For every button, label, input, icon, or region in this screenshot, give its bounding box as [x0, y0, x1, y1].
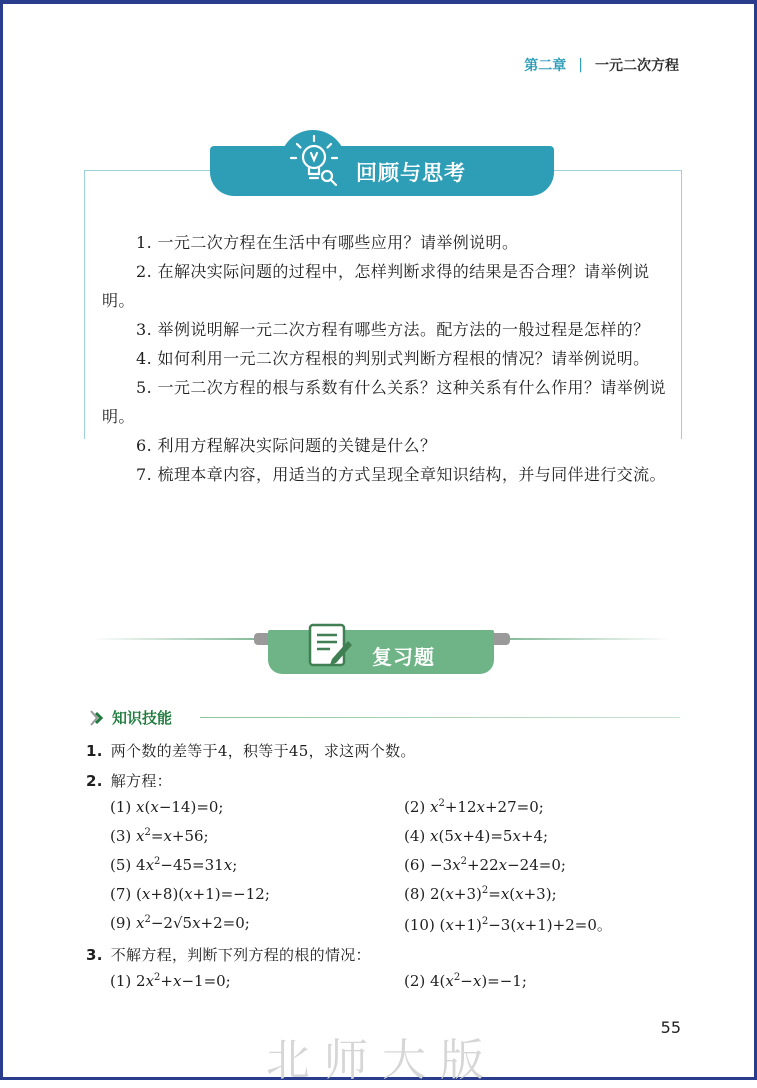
review-title: 回顾与思考: [356, 161, 466, 185]
header-separator: |: [578, 57, 583, 73]
section-heading: [88, 707, 172, 728]
review-item: 6. 利用方程解决实际问题的关键是什么？: [136, 436, 437, 455]
equation-item: (10) $(x+1)^2-3(x+1)+2=0$。: [404, 916, 612, 934]
review-question-list: [102, 228, 666, 489]
equation-item: (9) $x^2-2√5x+2=0$;: [110, 914, 250, 932]
equation-item: (7) (x+8)(x+1)=−12;: [110, 885, 270, 903]
notepad-icon: [306, 619, 354, 671]
question-number: 1.: [86, 742, 103, 760]
equation-item: (1) x(x−14)=0;: [110, 798, 224, 816]
question-number: 2.: [86, 772, 103, 790]
section-heading-label: 知识技能: [112, 709, 173, 727]
equation-item: (2) $4(x^2-x)=-1$;: [404, 972, 527, 990]
chapter-label: 第二章: [524, 58, 567, 74]
exercise-question: [86, 770, 172, 791]
question-text: 两个数的差等于4，积等于45，求这两个数。: [110, 742, 416, 760]
equation-item: (5) $4x^2-45=31x$;: [110, 856, 238, 874]
watermark: 北师大版: [266, 1035, 498, 1086]
chevron-right-icon: [88, 708, 108, 728]
frame-top: [0, 0, 757, 4]
review-item: 4. 如何利用一元二次方程根的判别式判断方程根的情况？请举例说明。: [136, 349, 650, 368]
question-number: 3.: [86, 946, 103, 964]
exercise-question: [86, 740, 416, 761]
equation-item: (1) $2x^2+x-1=0$;: [110, 972, 231, 990]
exercise-title: 复习题: [372, 645, 435, 669]
review-item: 5. 一元二次方程的根与系数有什么关系？这种关系有什么作用？请举例说明。: [102, 378, 666, 426]
question-text: 解方程：: [110, 772, 172, 790]
exercise-question: [86, 944, 371, 965]
question-text: 不解方程，判断下列方程的根的情况：: [110, 946, 371, 964]
review-item: 1. 一元二次方程在生活中有哪些应用？请举例说明。: [136, 233, 519, 252]
running-head: [524, 55, 679, 75]
lightbulb-icon: [287, 132, 341, 188]
review-item: 2. 在解决实际问题的过程中，怎样判断求得的结果是否合理？请举例说明。: [102, 262, 650, 310]
chapter-title: 一元二次方程: [595, 58, 679, 74]
equation-item: (8) $2(x+3)^2=x(x+3)$;: [404, 885, 557, 903]
equation-item: (2) $x^2+12x+27=0$;: [404, 798, 544, 816]
ribbon-fold-right: [492, 633, 510, 645]
section-heading-line: [200, 717, 680, 718]
frame-left: [0, 0, 3, 1080]
equation-item: $(6) -3x^2+22x-24=0$;: [404, 856, 566, 874]
review-item: 7. 梳理本章内容，用适当的方式呈现全章知识结构，并与同伴进行交流。: [136, 465, 666, 484]
review-item: 3. 举例说明解一元二次方程有哪些方法。配方法的一般过程是怎样的？: [136, 320, 650, 339]
page-number: 55: [660, 1018, 681, 1037]
equation-item: (3) $x^2=x+56$;: [110, 827, 209, 845]
equation-item: (4) x(5x+4)=5x+4;: [404, 827, 549, 845]
